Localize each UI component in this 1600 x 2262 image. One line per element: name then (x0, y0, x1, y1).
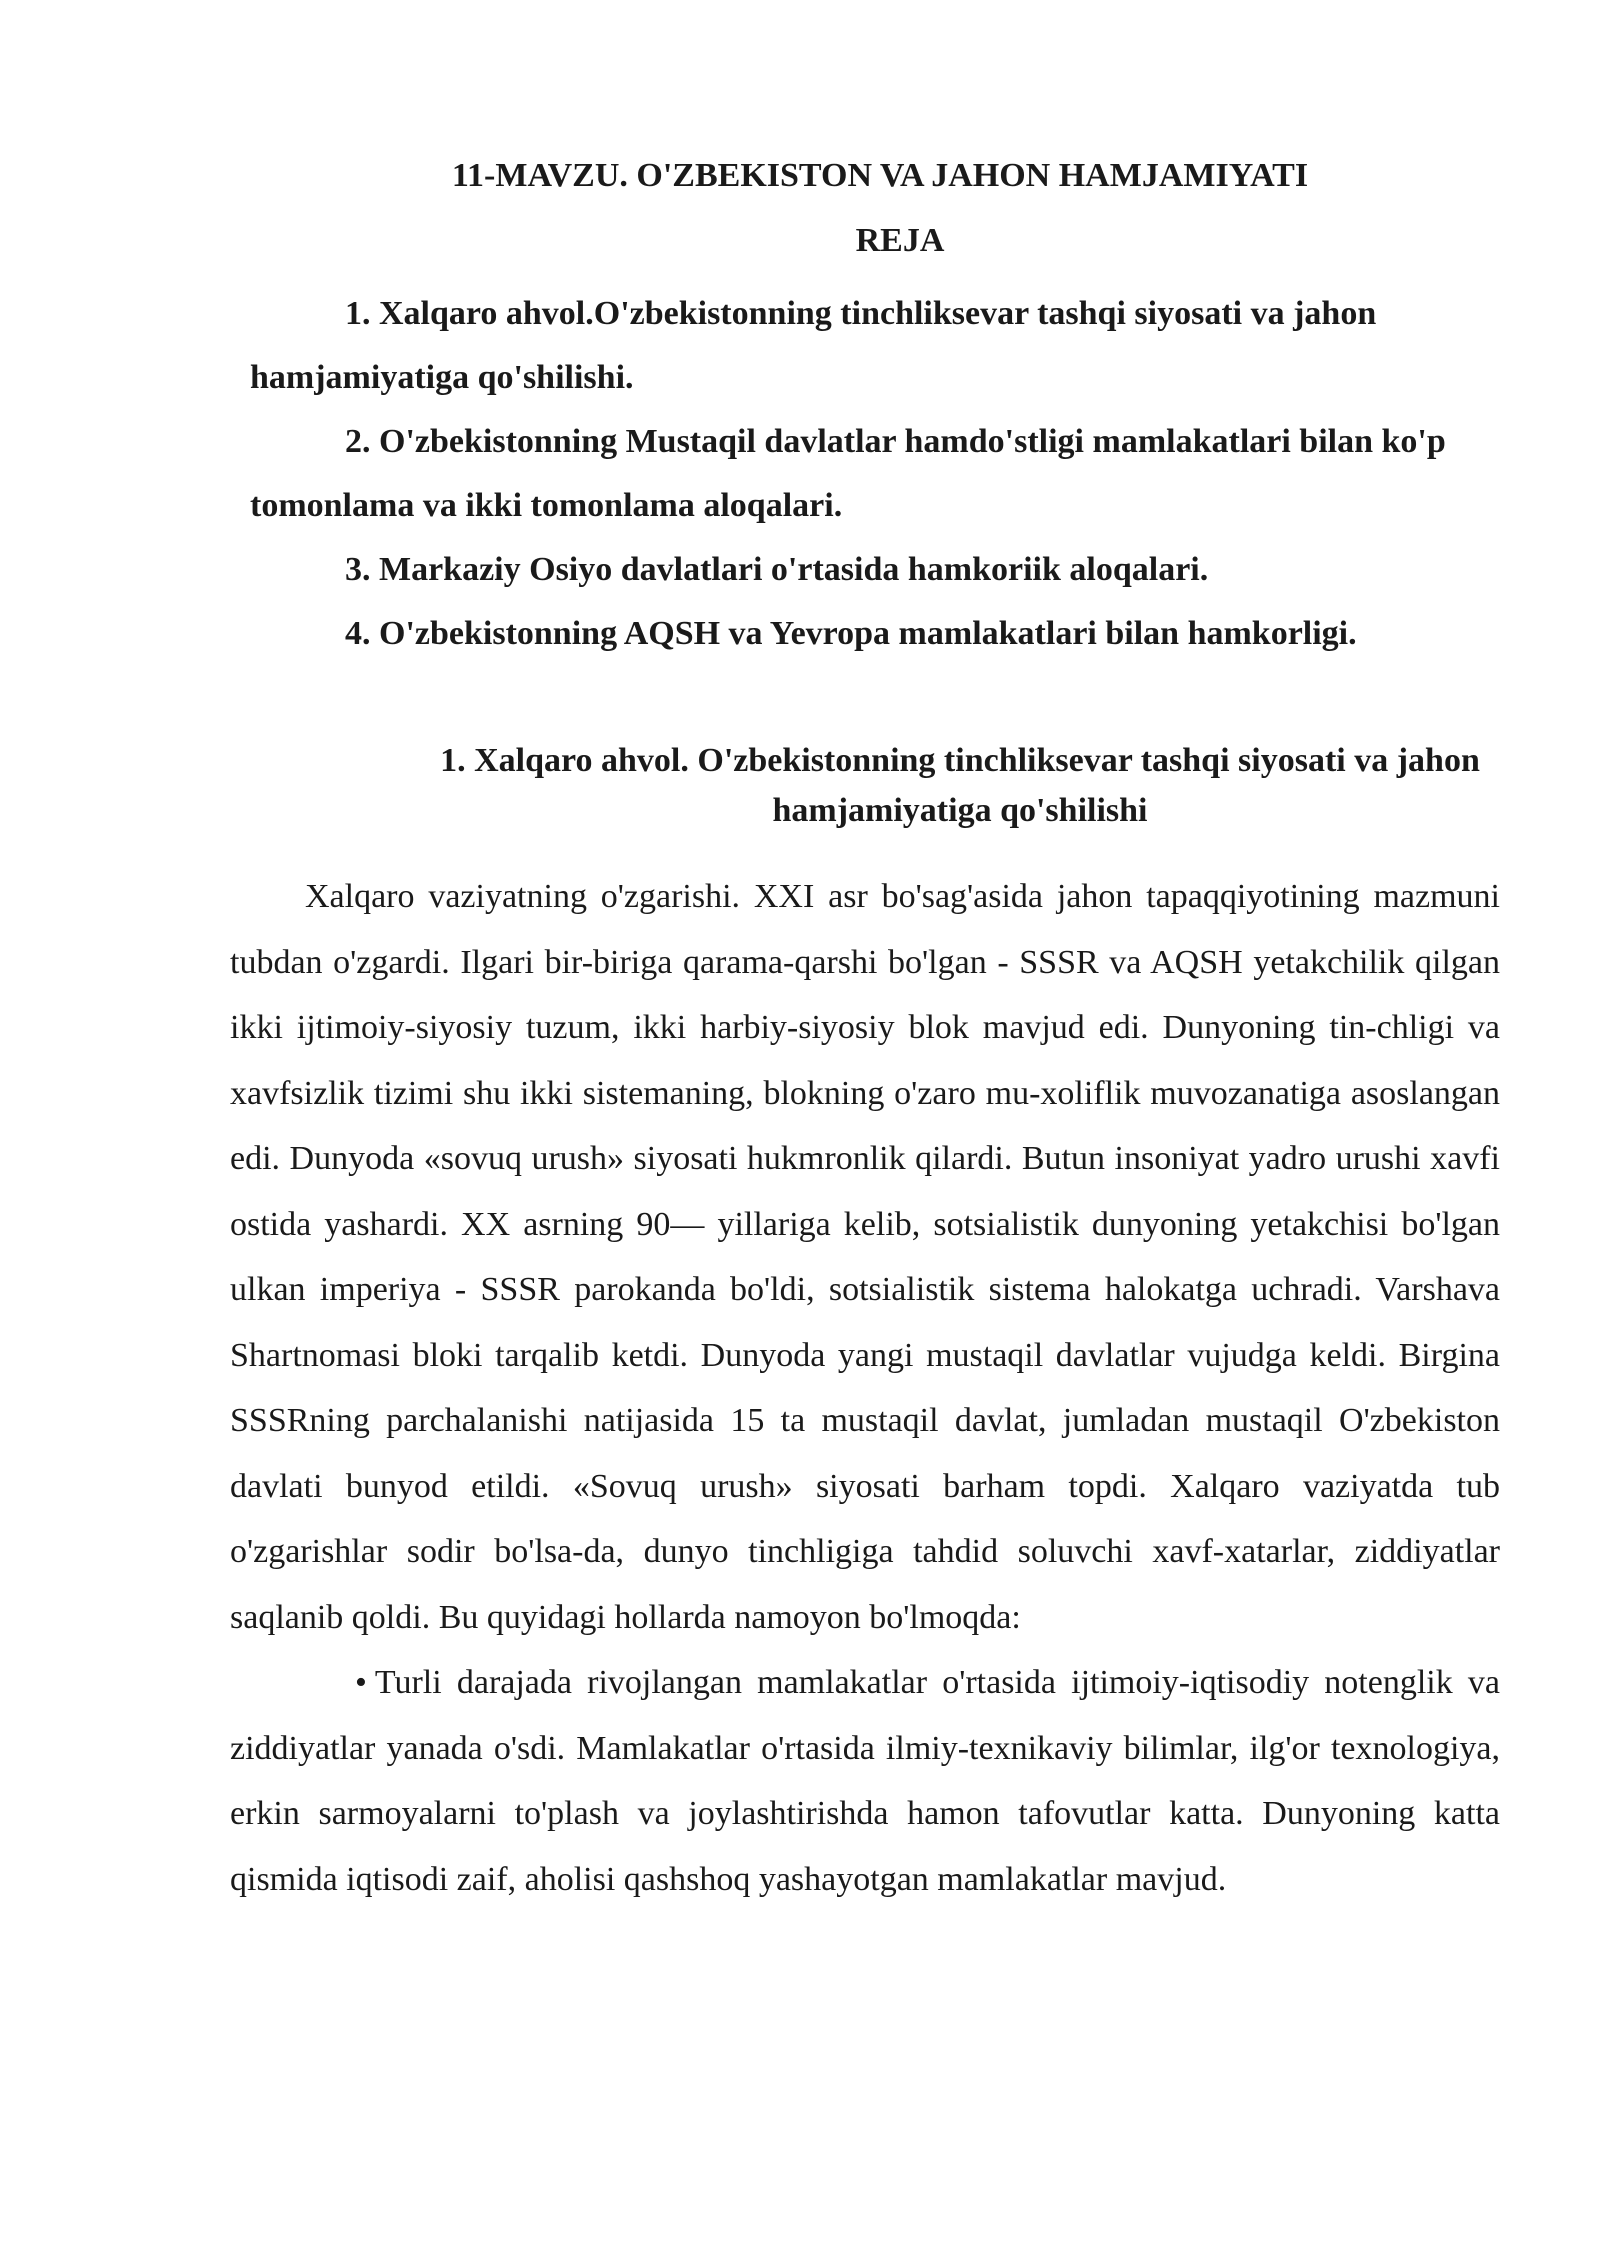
section-heading: 1. Xalqaro ahvol. O'zbekistonning tinchliksevar tashqi siyosati va jahon hamjamiyatiga qo'shilishi (440, 742, 1480, 829)
plan-heading: REJA (855, 222, 945, 259)
bullet-paragraph (230, 1650, 1500, 1912)
plan-item: 3. Markaziy Osiyo davlatlari o'rtasida hamkoriik aloqalari. (345, 551, 1209, 588)
plan-item: 2. O'zbekistonning Mustaqil davlatlar hamdo'stligi mamlakatlari bilan ko'p tomonlama va ikki tomonlama aloqalari. (250, 423, 1446, 524)
body-text (230, 864, 1500, 1912)
plan-list (250, 282, 1500, 666)
bullet-icon: • (355, 1664, 367, 1701)
plan-item: 4. O'zbekistonning AQSH va Yevropa mamlakatlari bilan hamkorligi. (345, 615, 1357, 652)
document-title: 11-MAVZU. O'ZBEKISTON VA JAHON HAMJAMIYATI (451, 157, 1309, 194)
paragraph: Xalqaro vaziyatning o'zgarishi. XXI asr bo'sag'asida jahon tapaqqiyotining mazmuni tubdan o'zgardi. Ilgari bir-biriga qarama-qarshi bo'lgan - SSSR va AQSH yetakchilik qilgan ikki ijtimoiy-siyosiy tuzum, ikki harbiy-siyosiy blok mavjud edi. Dunyoning tin-chligi va xavfsizlik tizimi shu ikki sistemaning, blokning o'zaro mu-xoliflik muvozanatiga asoslangan edi. Dunyoda «sovuq urush» siyosati hukmronlik qilardi. Butun insoniyat yadro urushi xavfi ostida yashardi. XX asrning 90— yillariga kelib, sotsialistik dunyoning yetakchisi bo'lgan ulkan imperiya - SSSR parokanda bo'ldi, sotsialistik sistema halokatga uchradi. Varshava Shartnomasi bloki tarqalib ketdi. Dunyoda yangi mustaqil davlatlar vujudga keldi. Birgina SSSRning parchalanishi natijasida 15 ta mustaqil davlat, jumladan mustaqil O'zbekiston davlati bunyod etildi. «Sovuq urush» siyosati barham topdi. Xalqaro vaziyatda tub o'zgarishlar sodir bo'lsa-da, dunyo tinchligiga tahdid soluvchi xavf-xatarlar, ziddiyatlar saqlanib qoldi. Bu quyidagi hollarda namoyon bo'lmoqda: (230, 878, 1500, 1636)
plan-item: 1. Xalqaro ahvol.O'zbekistonning tinchliksevar tashqi siyosati va jahon hamjamiyatiga qo'shilishi. (250, 295, 1377, 396)
bullet-text: Turli darajada rivojlangan mamlakatlar o'rtasida ijtimoiy-iqtisodiy notenglik va ziddiyatlar yanada o'sdi. Mamlakatlar o'rtasida ilmiy-texnikaviy bilimlar, ilg'or texnologiya, erkin sarmoyalarni to'plash va joylashtirishda hamon tafovutlar katta. Dunyoning katta qismida iqtisodi zaif, aholisi qashshoq yashayotgan mamlakatlar mavjud. (230, 1664, 1500, 1898)
